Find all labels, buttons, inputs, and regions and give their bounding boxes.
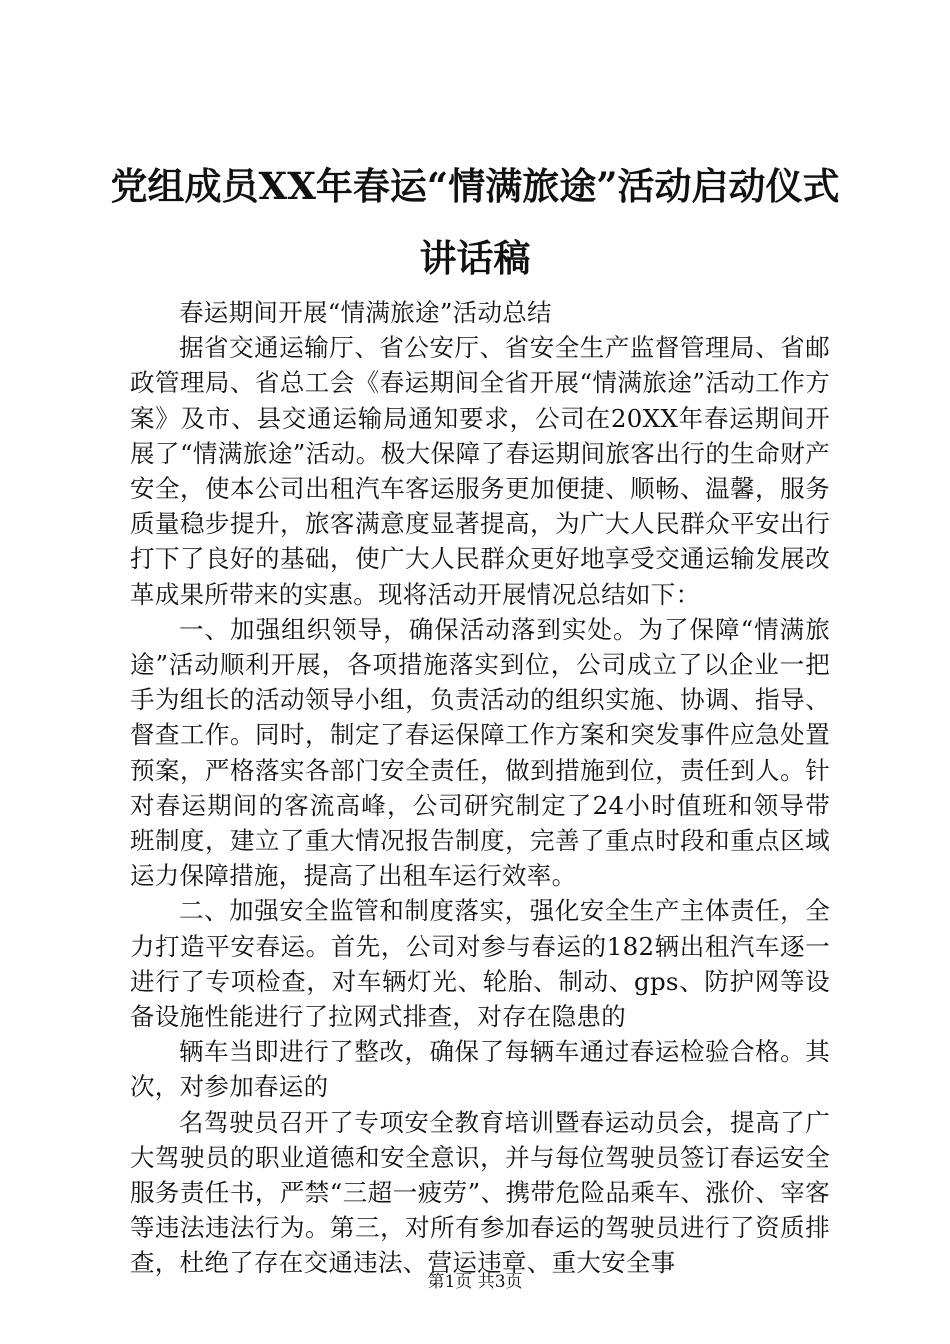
- document-title: 党组成员XX年春运“情满旅途”活动启动仪式讲话稿: [110, 164, 840, 280]
- paragraph: 辆车当即进行了整改，确保了每辆车通过春运检验合格。其次，对参加春运的: [130, 1037, 830, 1102]
- page-number-footer: 第1页 共3页: [427, 1272, 523, 1292]
- paragraph: 一、加强组织领导，确保活动落到实处。为了保障“情满旅途”活动顺利开展，各项措施落实到位，公司成立了以企业一把手为组长的活动领导小组，负责活动的组织实施、协调、指导、督查工作。同时，制定了春运保障工作方案和突发事件应急处置预案，严格落实各部门安全责任，做到措施到位，责任到人。针对春运期间的客流高峰，公司研究制定了24小时值班和领导带班制度，建立了重大情况报告制度，完善了重点时段和重点区域运力保障措施，提高了出租车运行效率。: [130, 614, 831, 891]
- paragraph: 二、加强安全监管和制度落实，强化安全生产主体责任，全力打造平安春运。首先，公司对参与春运的182辆出租汽车逐一进行了专项检查，对车辆灯光、轮胎、制动、gps、防护网等设备设施性能进行了拉网式排查，对存在隐患的: [130, 896, 830, 1032]
- document-body: [130, 295, 830, 1281]
- paragraph: 名驾驶员召开了专项安全教育培训暨春运动员会，提高了广大驾驶员的职业道德和安全意识，并与每位驾驶员签订春运安全服务责任书，严禁“三超一疲劳”、携带危险品乘车、涨价、宰客等违法违法行为。第三，对所有参加春运的驾驶员进行了资质排查，杜绝了存在交通违法、营运违章、重大安全事: [130, 1107, 830, 1278]
- paragraph-subtitle: 春运期间开展“情满旅途”活动总结: [179, 298, 552, 327]
- paragraph: 据省交通运输厅、省公安厅、省安全生产监督管理局、省邮政管理局、省总工会《春运期间全省开展“情满旅途”活动工作方案》及市、县交通运输局通知要求，公司在20XX年春运期间开展了“情满旅途”活动。极大保障了春运期间旅客出行的生命财产安全，使本公司出租汽车客运服务更加便捷、顺畅、温馨，服务质量稳步提升，旅客满意度显著提高，为广大人民群众平安出行打下了良好的基础，使广大人民群众更好地享受交通运输发展改革成果所带来的实惠。现将活动开展情况总结如下：: [130, 333, 830, 609]
